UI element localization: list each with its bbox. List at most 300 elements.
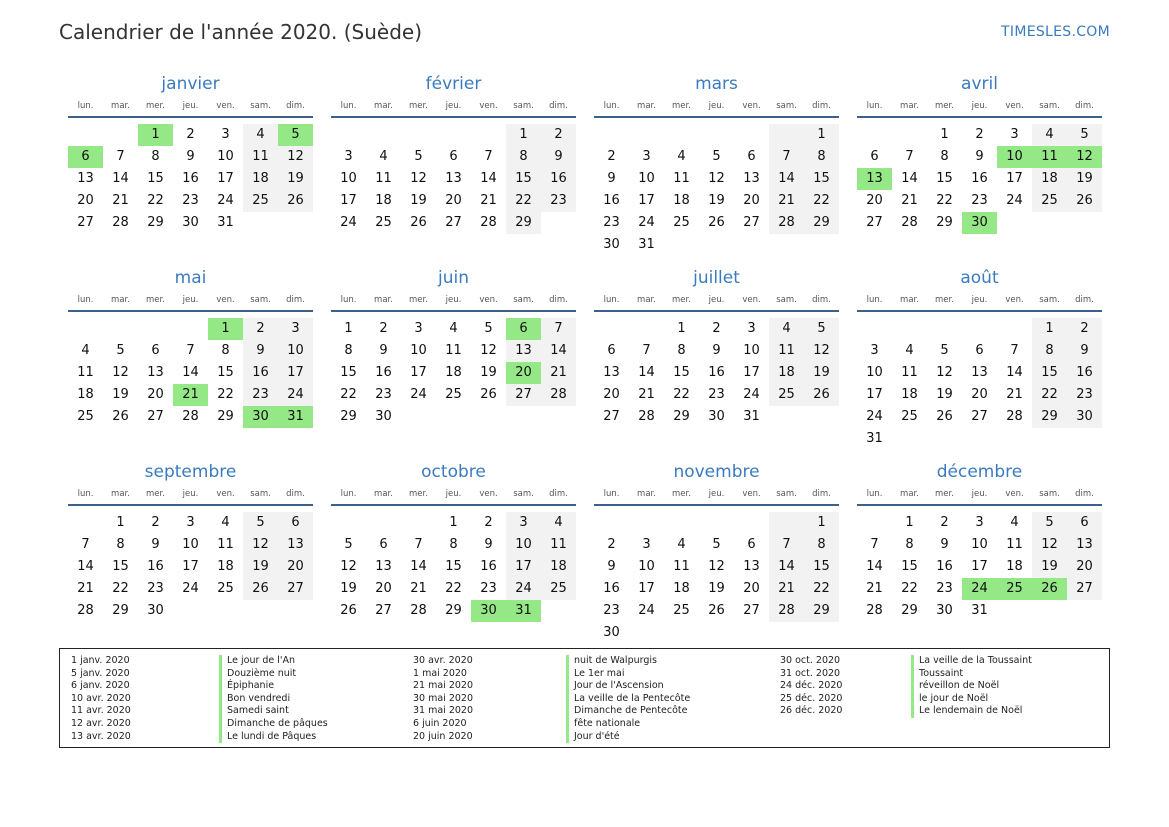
- day-cell: 21: [901, 193, 918, 208]
- day-cell: 15: [340, 365, 357, 380]
- day-cell: 5: [484, 321, 493, 336]
- day-cell: 11: [673, 171, 690, 186]
- day-cell: 8: [905, 537, 914, 552]
- weekday-label: sam.: [776, 295, 797, 305]
- day-cell: 7: [642, 343, 651, 358]
- day-cell: 1: [940, 127, 949, 142]
- legend-holiday-name: Toussaint: [919, 667, 964, 679]
- day-cell: 31: [506, 600, 541, 622]
- day-cell: 4: [1032, 124, 1067, 146]
- legend-date: 6 juin 2020: [413, 717, 467, 729]
- weekday-label: dim.: [812, 295, 831, 305]
- day-cell: 1: [804, 512, 839, 534]
- day-cell: 31: [743, 409, 760, 424]
- month-name: janvier: [161, 74, 220, 94]
- weekday-header: [857, 96, 1102, 118]
- weekday-label: lun.: [77, 489, 94, 499]
- day-cell: 16: [541, 168, 576, 190]
- day-cell: 19: [708, 581, 725, 596]
- day-cell: 14: [541, 340, 576, 362]
- day-grid: [594, 512, 839, 644]
- legend-date: 10 avr. 2020: [71, 692, 131, 704]
- weekday-label: sam.: [513, 295, 534, 305]
- weekday-label: mer.: [146, 101, 165, 111]
- day-cell: 26: [804, 384, 839, 406]
- day-cell: 4: [379, 149, 388, 164]
- month-9: [331, 460, 576, 622]
- day-cell: 29: [673, 409, 690, 424]
- day-cell: 6: [151, 343, 160, 358]
- weekday-label: mer.: [409, 101, 428, 111]
- day-cell: 7: [905, 149, 914, 164]
- day-cell: 8: [804, 146, 839, 168]
- month-7: [857, 266, 1102, 450]
- day-blank: [366, 124, 401, 146]
- day-cell: 8: [449, 537, 458, 552]
- weekday-label: mar.: [374, 489, 393, 499]
- weekday-label: ven.: [479, 101, 498, 111]
- weekday-label: dim.: [549, 489, 568, 499]
- month-2: [594, 72, 839, 256]
- day-cell: 24: [743, 387, 760, 402]
- weekday-label: mar.: [900, 101, 919, 111]
- legend-holiday-name: Douzième nuit: [227, 667, 297, 679]
- day-cell: 23: [603, 603, 620, 618]
- day-cell: 2: [484, 515, 493, 530]
- day-cell: 1: [116, 515, 125, 530]
- day-cell: 6: [870, 149, 879, 164]
- weekday-header: [594, 96, 839, 118]
- day-cell: 9: [151, 537, 160, 552]
- day-cell: 25: [901, 409, 918, 424]
- day-cell: 30: [375, 409, 392, 424]
- day-cell: 1: [344, 321, 353, 336]
- day-cell: 28: [1006, 409, 1023, 424]
- day-cell: 2: [940, 515, 949, 530]
- day-cell: 19: [243, 556, 278, 578]
- day-cell: 26: [708, 215, 725, 230]
- weekday-label: lun.: [866, 101, 883, 111]
- day-cell: 10: [217, 149, 234, 164]
- day-cell: 7: [769, 146, 804, 168]
- day-cell: 26: [243, 578, 278, 600]
- weekday-label: mer.: [672, 101, 691, 111]
- month-10: [594, 460, 839, 644]
- day-cell: 17: [340, 193, 357, 208]
- day-cell: 10: [866, 365, 883, 380]
- day-cell: 12: [708, 559, 725, 574]
- day-cell: 31: [638, 237, 655, 252]
- day-cell: 24: [962, 578, 997, 600]
- day-cell: 7: [186, 343, 195, 358]
- day-cell: 31: [278, 406, 313, 428]
- day-blank: [629, 512, 664, 534]
- day-cell: 3: [747, 321, 756, 336]
- day-cell: 23: [375, 387, 392, 402]
- day-cell: 7: [769, 534, 804, 556]
- brand-link[interactable]: TIMESLES.COM: [1001, 24, 1110, 40]
- day-grid: [68, 124, 313, 234]
- day-cell: 27: [1067, 578, 1102, 600]
- day-cell: 8: [677, 343, 686, 358]
- day-cell: 20: [603, 387, 620, 402]
- day-blank: [962, 318, 997, 340]
- day-cell: 25: [673, 215, 690, 230]
- day-blank: [138, 318, 173, 340]
- day-cell: 17: [217, 171, 234, 186]
- weekday-label: dim.: [812, 101, 831, 111]
- day-cell: 20: [506, 362, 541, 384]
- day-cell: 5: [344, 537, 353, 552]
- weekday-label: mer.: [146, 295, 165, 305]
- day-cell: 16: [375, 365, 392, 380]
- legend-holiday-name: réveillon de Noël: [919, 680, 1000, 692]
- day-cell: 12: [410, 171, 427, 186]
- weekday-header: [594, 290, 839, 312]
- day-blank: [857, 318, 892, 340]
- day-cell: 25: [673, 603, 690, 618]
- day-cell: 14: [182, 365, 199, 380]
- day-cell: 26: [480, 387, 497, 402]
- weekday-label: jeu.: [708, 295, 725, 305]
- weekday-label: ven.: [216, 489, 235, 499]
- legend-date: 31 oct. 2020: [780, 667, 841, 679]
- day-cell: 27: [603, 409, 620, 424]
- day-cell: 12: [112, 365, 129, 380]
- day-cell: 30: [708, 409, 725, 424]
- day-cell: 6: [975, 343, 984, 358]
- day-cell: 24: [1006, 193, 1023, 208]
- day-cell: 3: [414, 321, 423, 336]
- day-blank: [892, 318, 927, 340]
- day-cell: 2: [541, 124, 576, 146]
- day-blank: [331, 124, 366, 146]
- day-cell: 13: [857, 168, 892, 190]
- day-cell: 9: [541, 146, 576, 168]
- day-cell: 1: [905, 515, 914, 530]
- day-cell: 25: [445, 387, 462, 402]
- day-cell: 5: [712, 537, 721, 552]
- day-cell: 2: [379, 321, 388, 336]
- weekday-label: ven.: [1005, 295, 1024, 305]
- legend-date: 11 avr. 2020: [71, 705, 131, 717]
- day-cell: 6: [607, 343, 616, 358]
- day-cell: 14: [112, 171, 129, 186]
- day-cell: 25: [769, 384, 804, 406]
- day-cell: 31: [971, 603, 988, 618]
- day-cell: 11: [243, 146, 278, 168]
- day-cell: 9: [186, 149, 195, 164]
- day-cell: 13: [445, 171, 462, 186]
- day-cell: 12: [804, 340, 839, 362]
- legend-date: 13 avr. 2020: [71, 730, 131, 742]
- weekday-label: mer.: [672, 489, 691, 499]
- day-cell: 29: [147, 215, 164, 230]
- day-cell: 1: [1032, 318, 1067, 340]
- weekday-label: mar.: [637, 489, 656, 499]
- day-cell: 3: [975, 515, 984, 530]
- day-cell: 10: [182, 537, 199, 552]
- weekday-label: dim.: [286, 295, 305, 305]
- day-cell: 18: [243, 168, 278, 190]
- day-cell: 11: [1032, 146, 1067, 168]
- day-grid: [857, 124, 1102, 234]
- day-cell: 2: [186, 127, 195, 142]
- day-cell: 20: [971, 387, 988, 402]
- legend-date: 31 mai 2020: [413, 705, 474, 717]
- weekday-label: dim.: [549, 101, 568, 111]
- weekday-label: jeu.: [182, 295, 199, 305]
- weekday-label: lun.: [340, 101, 357, 111]
- day-cell: 4: [449, 321, 458, 336]
- day-cell: 23: [480, 581, 497, 596]
- day-cell: 25: [541, 578, 576, 600]
- day-cell: 12: [340, 559, 357, 574]
- day-cell: 14: [769, 168, 804, 190]
- weekday-label: lun.: [603, 489, 620, 499]
- day-cell: 30: [147, 603, 164, 618]
- day-blank: [664, 512, 699, 534]
- legend-holiday-name: fête nationale: [574, 717, 641, 729]
- day-cell: 8: [151, 149, 160, 164]
- day-cell: 16: [603, 193, 620, 208]
- day-blank: [629, 124, 664, 146]
- day-cell: 10: [971, 537, 988, 552]
- day-cell: 29: [901, 603, 918, 618]
- day-cell: 5: [804, 318, 839, 340]
- day-cell: 4: [221, 515, 230, 530]
- day-cell: 16: [243, 362, 278, 384]
- legend-date: 24 déc. 2020: [780, 680, 843, 692]
- day-cell: 10: [638, 171, 655, 186]
- day-blank: [997, 318, 1032, 340]
- month-name: octobre: [421, 462, 486, 482]
- legend-date-column: [71, 655, 131, 743]
- day-cell: 12: [708, 171, 725, 186]
- day-blank: [734, 512, 769, 534]
- weekday-label: mar.: [637, 295, 656, 305]
- day-cell: 31: [217, 215, 234, 230]
- day-cell: 17: [1006, 171, 1023, 186]
- day-cell: 15: [804, 168, 839, 190]
- day-cell: 22: [1032, 384, 1067, 406]
- weekday-label: sam.: [250, 489, 271, 499]
- day-blank: [436, 124, 471, 146]
- day-cell: 9: [607, 559, 616, 574]
- day-blank: [331, 512, 366, 534]
- day-cell: 11: [901, 365, 918, 380]
- month-0: [68, 72, 313, 234]
- day-cell: 29: [506, 212, 541, 234]
- weekday-header: [331, 484, 576, 506]
- day-cell: 12: [1067, 146, 1102, 168]
- day-cell: 10: [743, 343, 760, 358]
- day-cell: 18: [217, 559, 234, 574]
- day-cell: 16: [147, 559, 164, 574]
- day-cell: 7: [484, 149, 493, 164]
- day-grid: [594, 318, 839, 428]
- day-cell: 16: [603, 581, 620, 596]
- day-cell: 4: [541, 512, 576, 534]
- legend-date: 1 janv. 2020: [71, 655, 130, 666]
- day-cell: 19: [804, 362, 839, 384]
- weekday-label: jeu.: [971, 295, 988, 305]
- day-grid: [857, 512, 1102, 622]
- month-6: [594, 266, 839, 428]
- weekday-label: mer.: [672, 295, 691, 305]
- day-cell: 26: [340, 603, 357, 618]
- legend-date: 25 déc. 2020: [780, 692, 843, 704]
- day-cell: 9: [940, 537, 949, 552]
- legend-holiday-name: La veille de la Pentecôte: [574, 692, 691, 704]
- day-cell: 10: [340, 171, 357, 186]
- day-cell: 22: [112, 581, 129, 596]
- day-cell: 4: [1010, 515, 1019, 530]
- day-cell: 6: [506, 318, 541, 340]
- weekday-label: ven.: [216, 295, 235, 305]
- legend-name-column: [911, 655, 1032, 718]
- day-cell: 20: [147, 387, 164, 402]
- day-cell: 10: [997, 146, 1032, 168]
- day-cell: 13: [743, 171, 760, 186]
- weekday-label: lun.: [866, 295, 883, 305]
- day-cell: 11: [1006, 537, 1023, 552]
- day-cell: 17: [638, 193, 655, 208]
- weekday-label: lun.: [603, 101, 620, 111]
- day-cell: 20: [278, 556, 313, 578]
- month-5: [331, 266, 576, 428]
- weekday-label: mar.: [900, 295, 919, 305]
- day-cell: 17: [866, 387, 883, 402]
- day-cell: 29: [340, 409, 357, 424]
- weekday-label: ven.: [742, 295, 761, 305]
- day-cell: 27: [743, 603, 760, 618]
- day-cell: 15: [901, 559, 918, 574]
- day-cell: 16: [480, 559, 497, 574]
- day-blank: [594, 124, 629, 146]
- day-cell: 27: [445, 215, 462, 230]
- day-cell: 28: [769, 212, 804, 234]
- day-cell: 20: [77, 193, 94, 208]
- day-cell: 13: [278, 534, 313, 556]
- day-cell: 18: [769, 362, 804, 384]
- day-cell: 27: [147, 409, 164, 424]
- weekday-label: jeu.: [445, 489, 462, 499]
- day-cell: 12: [278, 146, 313, 168]
- day-cell: 9: [1067, 340, 1102, 362]
- day-cell: 23: [603, 215, 620, 230]
- day-cell: 12: [243, 534, 278, 556]
- day-cell: 25: [77, 409, 94, 424]
- day-cell: 7: [116, 149, 125, 164]
- day-cell: 28: [480, 215, 497, 230]
- day-cell: 29: [445, 603, 462, 618]
- day-blank: [471, 124, 506, 146]
- legend-holiday-name: La veille de la Toussaint: [919, 655, 1032, 666]
- weekday-label: dim.: [812, 489, 831, 499]
- day-cell: 11: [375, 171, 392, 186]
- day-cell: 30: [182, 215, 199, 230]
- day-blank: [699, 512, 734, 534]
- day-cell: 15: [112, 559, 129, 574]
- legend-date: 30 avr. 2020: [413, 655, 473, 666]
- day-cell: 27: [743, 215, 760, 230]
- day-cell: 19: [1067, 168, 1102, 190]
- day-cell: 19: [1032, 556, 1067, 578]
- day-cell: 8: [116, 537, 125, 552]
- legend-holiday-name: Épiphanie: [227, 680, 275, 692]
- weekday-header: [857, 290, 1102, 312]
- day-cell: 30: [471, 600, 506, 622]
- day-cell: 28: [112, 215, 129, 230]
- day-cell: 8: [506, 146, 541, 168]
- legend-holiday-name: Jour de l'Ascension: [574, 680, 664, 692]
- day-blank: [366, 512, 401, 534]
- day-cell: 22: [147, 193, 164, 208]
- day-cell: 14: [901, 171, 918, 186]
- day-cell: 15: [147, 171, 164, 186]
- day-cell: 29: [217, 409, 234, 424]
- day-cell: 29: [1032, 406, 1067, 428]
- day-blank: [892, 124, 927, 146]
- weekday-header: [331, 96, 576, 118]
- weekday-label: sam.: [513, 101, 534, 111]
- day-cell: 28: [541, 384, 576, 406]
- day-cell: 6: [747, 537, 756, 552]
- day-blank: [769, 512, 804, 534]
- day-cell: 4: [677, 149, 686, 164]
- day-cell: 24: [410, 387, 427, 402]
- day-cell: 6: [747, 149, 756, 164]
- legend-holiday-name: Le 1er mai: [574, 667, 625, 679]
- month-name: août: [960, 268, 999, 288]
- day-cell: 18: [77, 387, 94, 402]
- month-4: [68, 266, 313, 428]
- legend-date: 1 mai 2020: [413, 667, 467, 679]
- day-cell: 9: [975, 149, 984, 164]
- weekday-label: jeu.: [182, 101, 199, 111]
- day-cell: 5: [278, 124, 313, 146]
- day-cell: 8: [221, 343, 230, 358]
- day-cell: 16: [971, 171, 988, 186]
- day-cell: 14: [638, 365, 655, 380]
- day-cell: 17: [182, 559, 199, 574]
- day-cell: 28: [769, 600, 804, 622]
- weekday-label: ven.: [1005, 489, 1024, 499]
- day-cell: 28: [866, 603, 883, 618]
- page-title: Calendrier de l'année 2020. (Suède): [59, 20, 422, 44]
- day-cell: 26: [1032, 578, 1067, 600]
- day-blank: [68, 512, 103, 534]
- weekday-header: [68, 290, 313, 312]
- weekday-label: mar.: [111, 101, 130, 111]
- day-cell: 17: [410, 365, 427, 380]
- day-cell: 25: [1032, 190, 1067, 212]
- legend-name-column: [219, 655, 328, 743]
- day-blank: [734, 124, 769, 146]
- day-cell: 24: [866, 409, 883, 424]
- day-cell: 19: [708, 193, 725, 208]
- day-cell: 4: [81, 343, 90, 358]
- weekday-label: jeu.: [445, 101, 462, 111]
- day-cell: 2: [1067, 318, 1102, 340]
- weekday-label: lun.: [340, 295, 357, 305]
- day-cell: 18: [901, 387, 918, 402]
- month-name: avril: [961, 74, 998, 94]
- day-cell: 13: [1067, 534, 1102, 556]
- weekday-label: lun.: [866, 489, 883, 499]
- legend-holiday-name: Jour d'été: [574, 730, 620, 742]
